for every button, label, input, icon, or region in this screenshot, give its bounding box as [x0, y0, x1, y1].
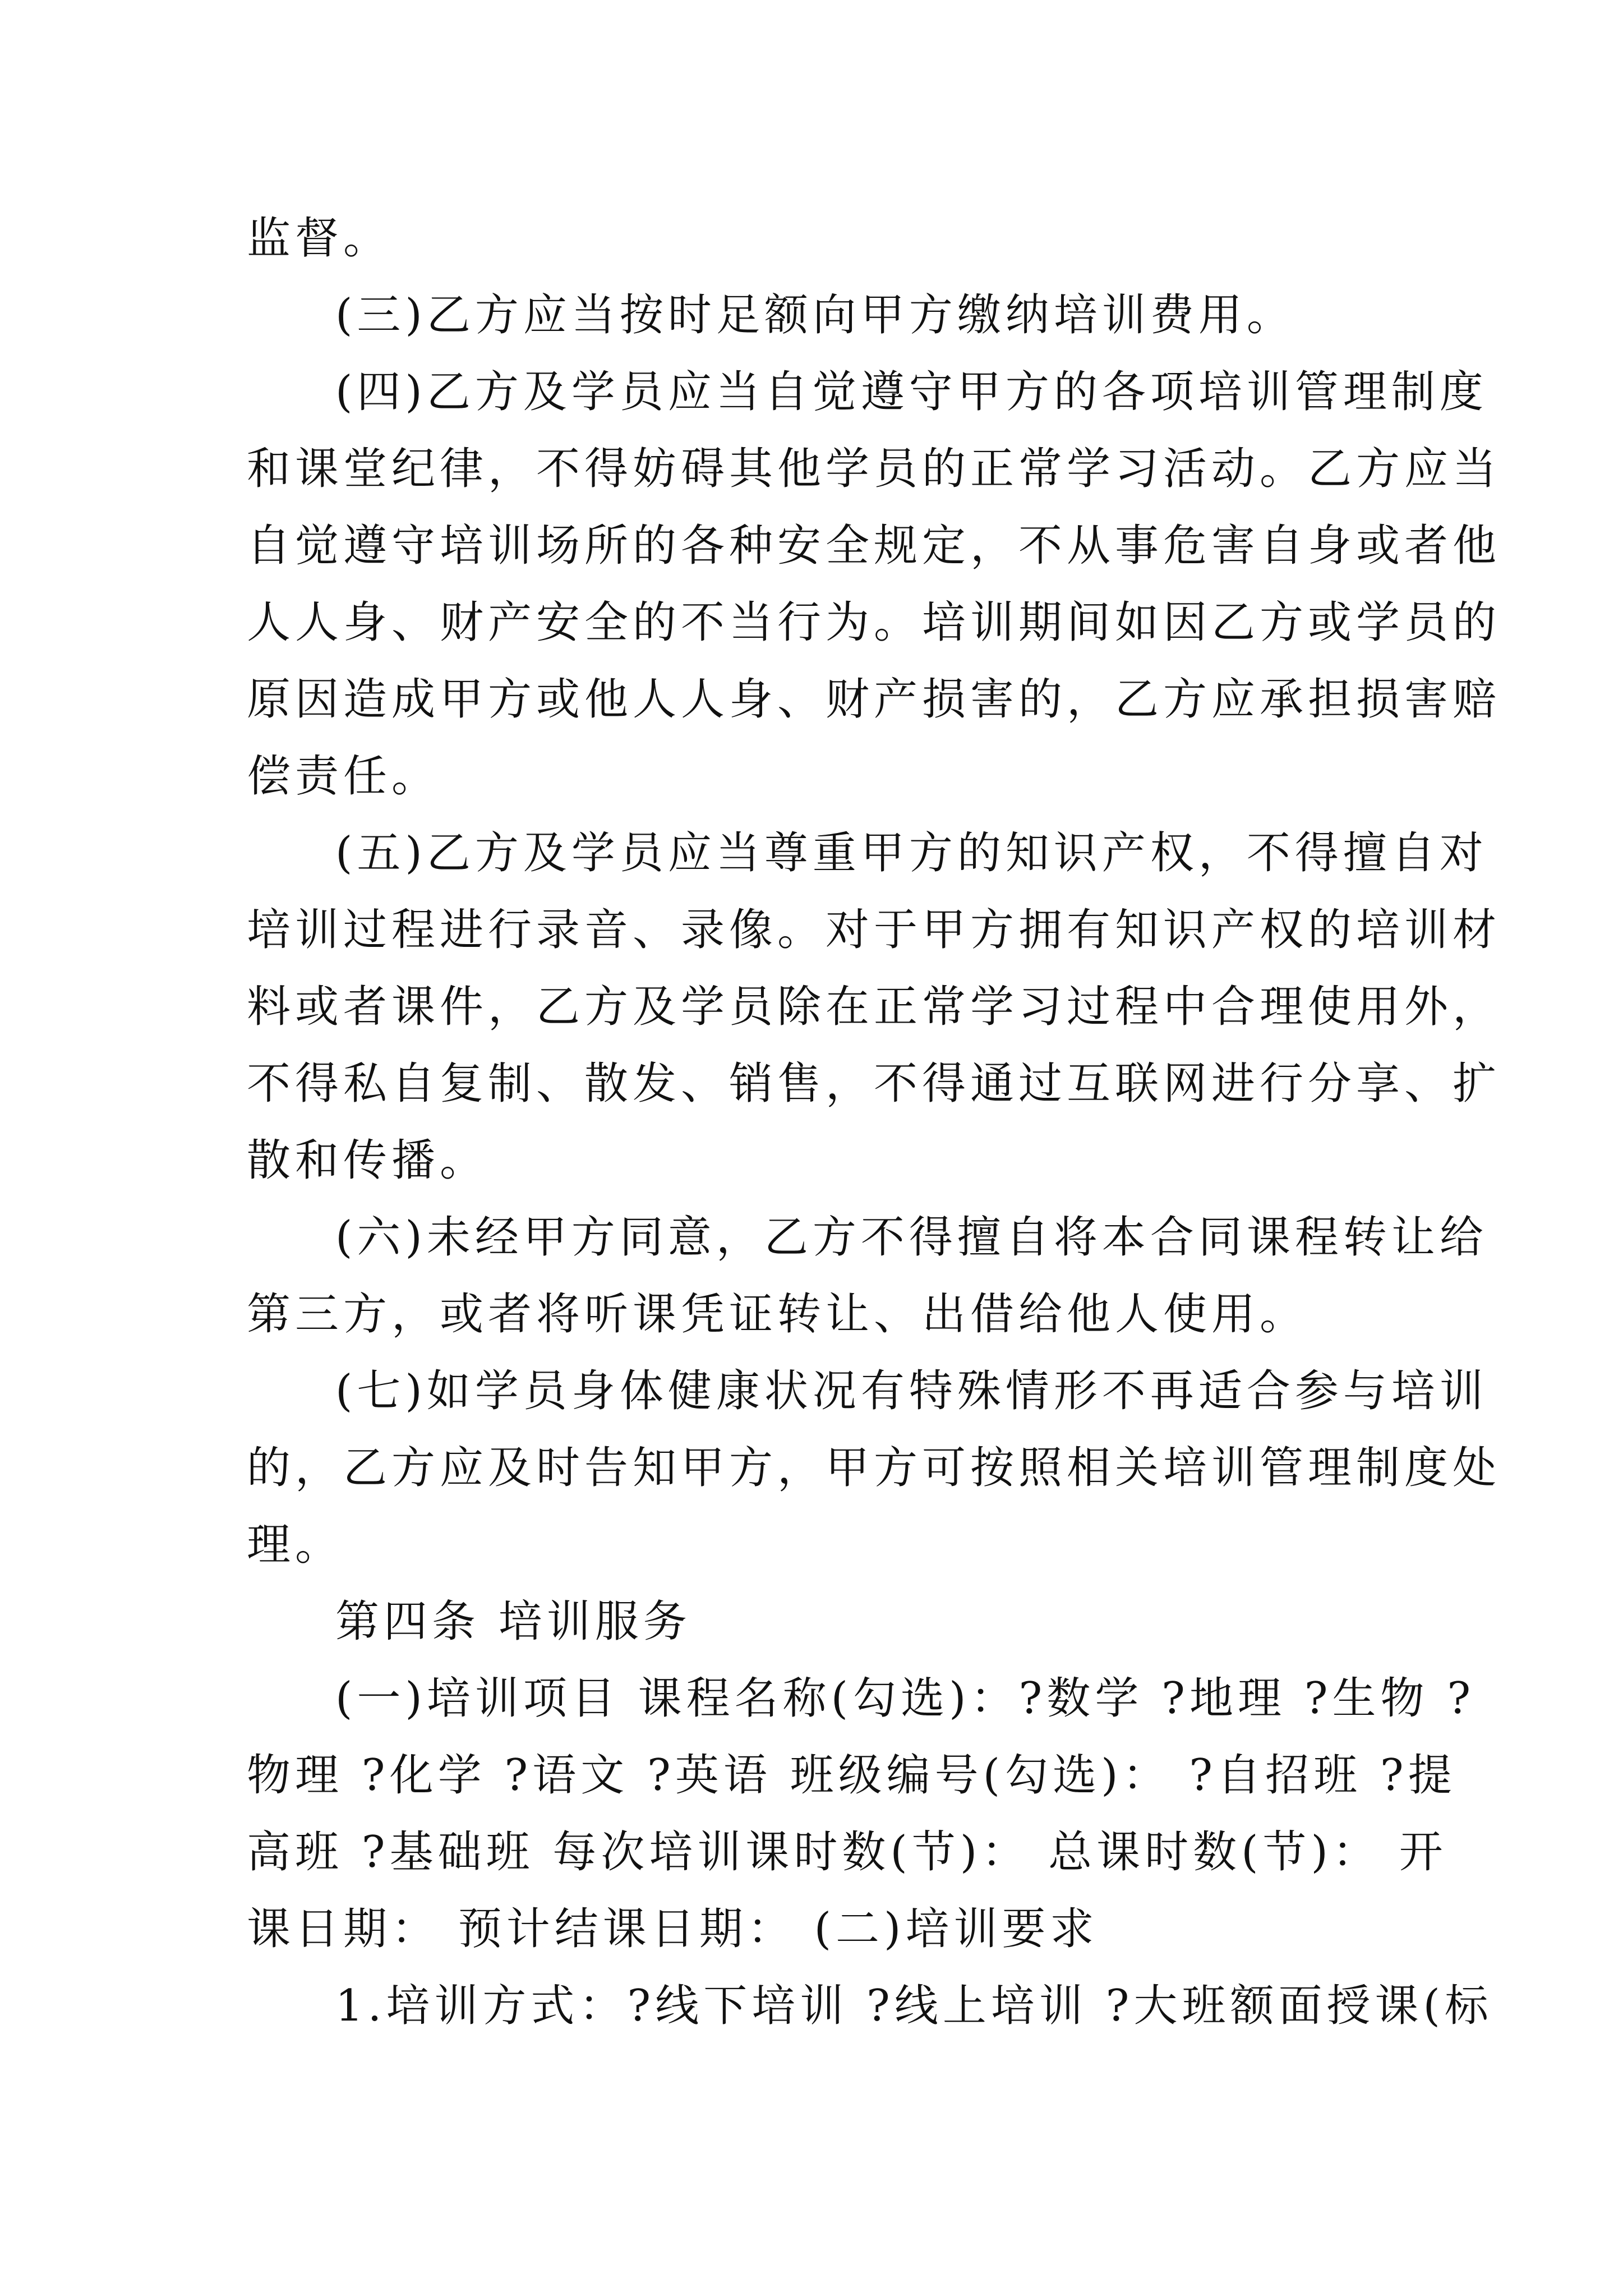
- text-line: (三)乙方应当按时足额向甲方缴纳培训费用。: [335, 290, 1295, 341]
- text-line: 的，乙方应及时告知甲方，甲方可按照相关培训管理制度处: [247, 1443, 1501, 1493]
- text-line: 料或者课件，乙方及学员除在正常学习过程中合理使用外，: [247, 982, 1501, 1032]
- text-line: 散和传播。: [247, 1135, 488, 1186]
- text-line: 人人身、财产安全的不当行为。培训期间如因乙方或学员的: [247, 597, 1501, 648]
- text-line: 第三方，或者将听课凭证转让、出借给他人使用。: [247, 1289, 1308, 1340]
- text-line: (五)乙方及学员应当尊重甲方的知识产权，不得擅自对: [335, 828, 1488, 878]
- section-heading: 第四条 培训服务: [335, 1596, 691, 1647]
- text-line: 不得私自复制、散发、销售，不得通过互联网进行分享、扩: [247, 1059, 1501, 1109]
- text-line: (七)如学员身体健康状况有特殊情形不再适合参与培训: [335, 1366, 1488, 1416]
- text-line: 监督。: [247, 213, 392, 264]
- text-line: 高班 ?基础班 每次培训课时数(节)： 总课时数(节)： 开: [247, 1827, 1447, 1878]
- text-line: 1.培训方式：?线下培训 ?线上培训 ?大班额面授课(标: [335, 1981, 1493, 2031]
- text-line: (一)培训项目 课程名称(勾选)：?数学 ?地理 ?生物 ?: [335, 1673, 1476, 1724]
- text-line: 原因造成甲方或他人人身、财产损害的，乙方应承担损害赔: [247, 674, 1501, 725]
- text-line: 培训过程进行录音、录像。对于甲方拥有知识产权的培训材: [247, 905, 1501, 955]
- text-line: 和课堂纪律，不得妨碍其他学员的正常学习活动。乙方应当: [247, 444, 1501, 494]
- text-line: 课日期： 预计结课日期： (二)培训要求: [247, 1904, 1099, 1954]
- text-line: (六)未经甲方同意，乙方不得擅自将本合同课程转让给: [335, 1212, 1488, 1263]
- text-line: 偿责任。: [247, 751, 440, 802]
- text-line: 自觉遵守培训场所的各种安全规定，不从事危害自身或者他: [247, 521, 1501, 571]
- text-line: 理。: [247, 1520, 344, 1570]
- text-line: (四)乙方及学员应当自觉遵守甲方的各项培训管理制度: [335, 367, 1488, 417]
- text-line: 物理 ?化学 ?语文 ?英语 班级编号(勾选)： ?自招班 ?提: [247, 1750, 1456, 1801]
